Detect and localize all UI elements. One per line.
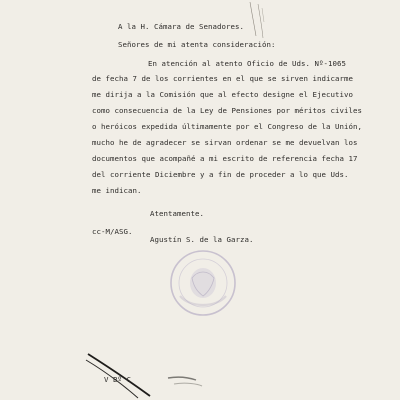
body-line: de fecha 7 de los corrientes en el que se sirven indicarme — [92, 74, 353, 83]
signature-name: Agustín S. de la Garza. — [150, 235, 254, 244]
body-line: del corriente Diciembre y a fin de proceder a lo que Uds. — [92, 170, 349, 179]
closing: Atentamente. — [150, 209, 204, 218]
salutation-line-1: A la H. Cámara de Senadores. — [118, 22, 244, 31]
approval-annotation: V Bº C — [104, 375, 131, 384]
body-line: mucho he de agradecer se sirvan ordenar se me devuelvan los — [92, 138, 358, 147]
body-line: documentos que acompañé a mi escrito de referencia fecha 17 — [92, 154, 358, 163]
official-seal-stamp — [168, 248, 238, 318]
initials: cc-M/ASG. — [92, 227, 133, 236]
body-line: En atención al atento Oficio de Uds. Nº-1065 — [148, 59, 346, 68]
salutation-line-2: Señores de mi atenta consideración: — [118, 40, 276, 49]
body-line: o heróicos expedida últimamente por el Congreso de la Unión, — [92, 122, 362, 131]
body-line: me dirija a la Comisión que al efecto designe el Ejecutivo — [92, 90, 353, 99]
body-line: como consecuencia de la Ley de Pensiones por méritos civiles — [92, 106, 362, 115]
body-line: me indican. — [92, 186, 142, 195]
